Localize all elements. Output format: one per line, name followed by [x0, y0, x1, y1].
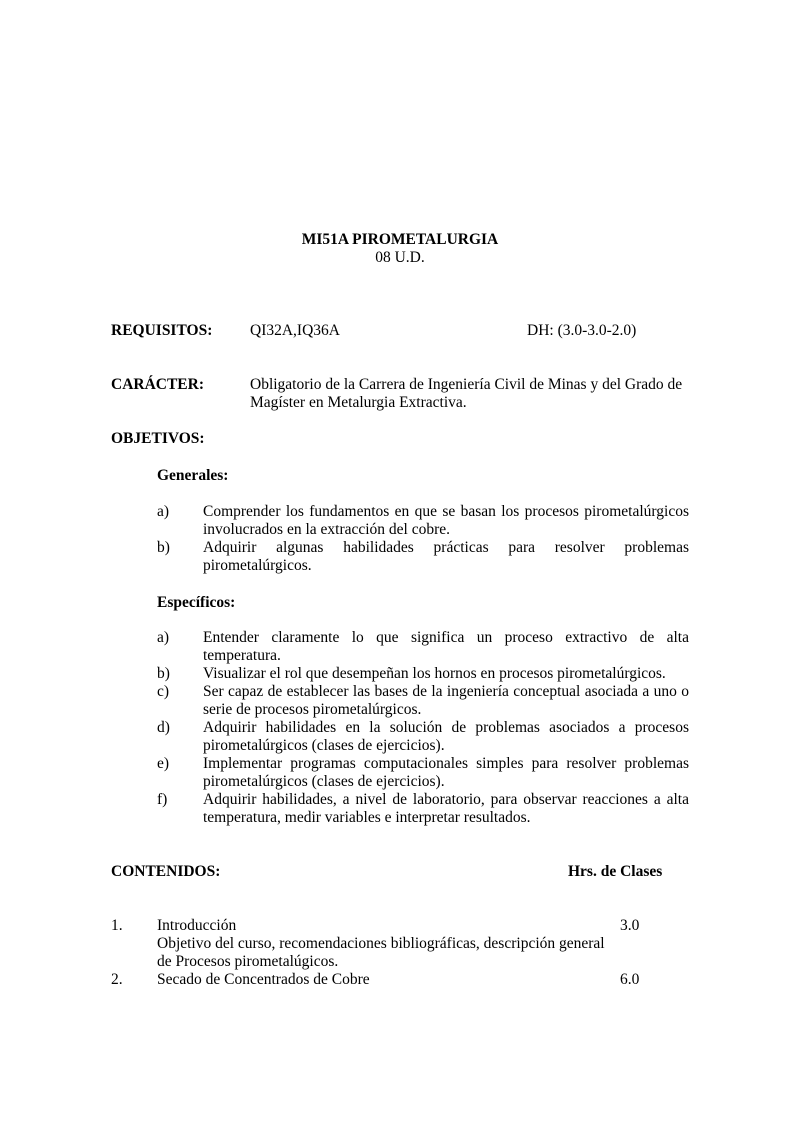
list-marker: d) [157, 719, 170, 736]
especificos-label: Específicos: [157, 594, 236, 611]
list-item-line-2: temperatura. [203, 647, 281, 664]
generales-label: Generales: [157, 467, 229, 484]
list-item-line-2: pirometalúrgicos (clases de ejercicios). [203, 773, 445, 790]
list-item-line-1: Adquirir algunas habilidades prácticas para resolver problemas [203, 539, 689, 556]
list-marker: b) [157, 539, 170, 556]
list-marker: a) [157, 629, 170, 646]
list-item-line-1: Entender claramente lo que significa un proceso extractivo de alta [203, 629, 689, 646]
hours-header: Hrs. de Clases [568, 863, 663, 880]
course-units: 08 U.D. [375, 249, 425, 266]
list-item-line-1: Ser capaz de establecer las bases de la ingeniería conceptual asociada a uno o [203, 683, 689, 700]
list-item-line-1: Comprender los fundamentos en que se basan los procesos pirometalúrgicos [203, 503, 689, 520]
list-item-line-1: Adquirir habilidades, a nivel de laboratorio, para observar reacciones a alta [203, 791, 689, 808]
list-item-line-2: temperatura, medir variables e interpretar resultados. [203, 809, 531, 826]
requisitos-label: REQUISITOS: [111, 322, 213, 339]
caracter-line-2: Magíster en Metalurgia Extractiva. [250, 394, 467, 411]
list-item-line-1: Implementar programas computacionales simples para resolver problemas [203, 755, 689, 772]
requisitos-value: QI32A,IQ36A [250, 322, 340, 339]
list-item-line-2: pirometalúrgicos (clases de ejercicios). [203, 737, 445, 754]
list-item-line-2: serie de procesos pirometalúrgicos. [203, 701, 422, 718]
content-desc-line-1: Objetivo del curso, recomendaciones bibliográficas, descripción general [157, 935, 605, 952]
list-marker: c) [157, 683, 170, 700]
list-marker: b) [157, 665, 170, 682]
list-item-line-1: Visualizar el rol que desempeñan los hornos en procesos pirometalúrgicos. [203, 665, 666, 682]
list-item-line-2: involucrados en la extracción del cobre. [203, 521, 451, 538]
contenidos-label: CONTENIDOS: [111, 863, 221, 880]
objetivos-label: OBJETIVOS: [111, 430, 205, 447]
caracter-label: CARÁCTER: [111, 376, 204, 393]
list-marker: e) [157, 755, 170, 772]
list-marker: f) [157, 791, 168, 808]
content-title: Introducción [157, 917, 237, 934]
content-hours: 6.0 [620, 971, 640, 988]
content-hours: 3.0 [620, 917, 640, 934]
content-title: Secado de Concentrados de Cobre [157, 971, 370, 988]
dh-value: DH: (3.0-3.0-2.0) [527, 322, 637, 339]
list-item-line-2: pirometalúrgicos. [203, 557, 312, 574]
course-title: MI51A PIROMETALURGIA [301, 231, 499, 248]
content-number: 1. [111, 917, 123, 934]
list-item-line-1: Adquirir habilidades en la solución de problemas asociados a procesos [203, 719, 689, 736]
content-desc-line-2: de Procesos pirometalúgicos. [157, 953, 339, 970]
caracter-line-1: Obligatorio de la Carrera de Ingeniería Civil de Minas y del Grado de [250, 376, 683, 393]
content-number: 2. [111, 971, 123, 988]
list-marker: a) [157, 503, 170, 520]
